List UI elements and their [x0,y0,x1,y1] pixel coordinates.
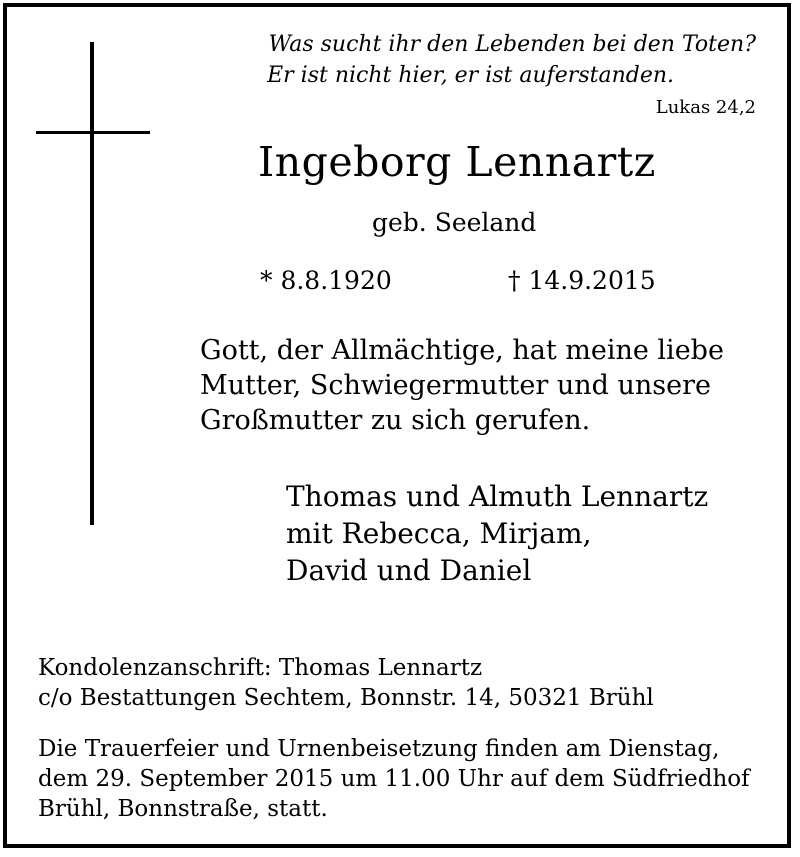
cross-horizontal-bar [36,131,150,134]
verse-source: Lukas 24,2 [655,97,756,118]
funeral-line-1: Die Trauerfeier und Urnenbeisetzung finden am Dienstag, [38,736,720,762]
verse-line-1: Was sucht ihr den Lebenden bei den Toten? [268,32,756,57]
death-date: † 14.9.2015 [508,266,656,295]
message-line-2: Mutter, Schwiegermutter und unsere [200,370,712,401]
funeral-line-2: dem 29. September 2015 um 11.00 Uhr auf dem Südfriedhof [38,766,750,792]
mourners-line-2: mit Rebecca, Mirjam, [286,517,592,550]
verse-line-2: Er ist nicht hier, er ist auferstanden. [267,63,674,88]
birth-date: * 8.8.1920 [260,266,392,295]
mourners-line-1: Thomas und Almuth Lennartz [286,480,709,513]
condolence-line-2: c/o Bestattungen Sechtem, Bonnstr. 14, 50321 Brühl [38,685,654,711]
message-line-3: Großmutter zu sich gerufen. [200,405,591,436]
deceased-name: Ingeborg Lennartz [258,138,656,186]
funeral-line-3: Brühl, Bonnstraße, statt. [38,796,328,822]
cross-vertical-bar [90,42,94,525]
condolence-line-1: Kondolenzanschrift: Thomas Lennartz [38,655,483,681]
maiden-name: geb. Seeland [372,208,537,237]
message-line-1: Gott, der Allmächtige, hat meine liebe [200,335,724,366]
mourners-line-3: David und Daniel [286,554,532,587]
